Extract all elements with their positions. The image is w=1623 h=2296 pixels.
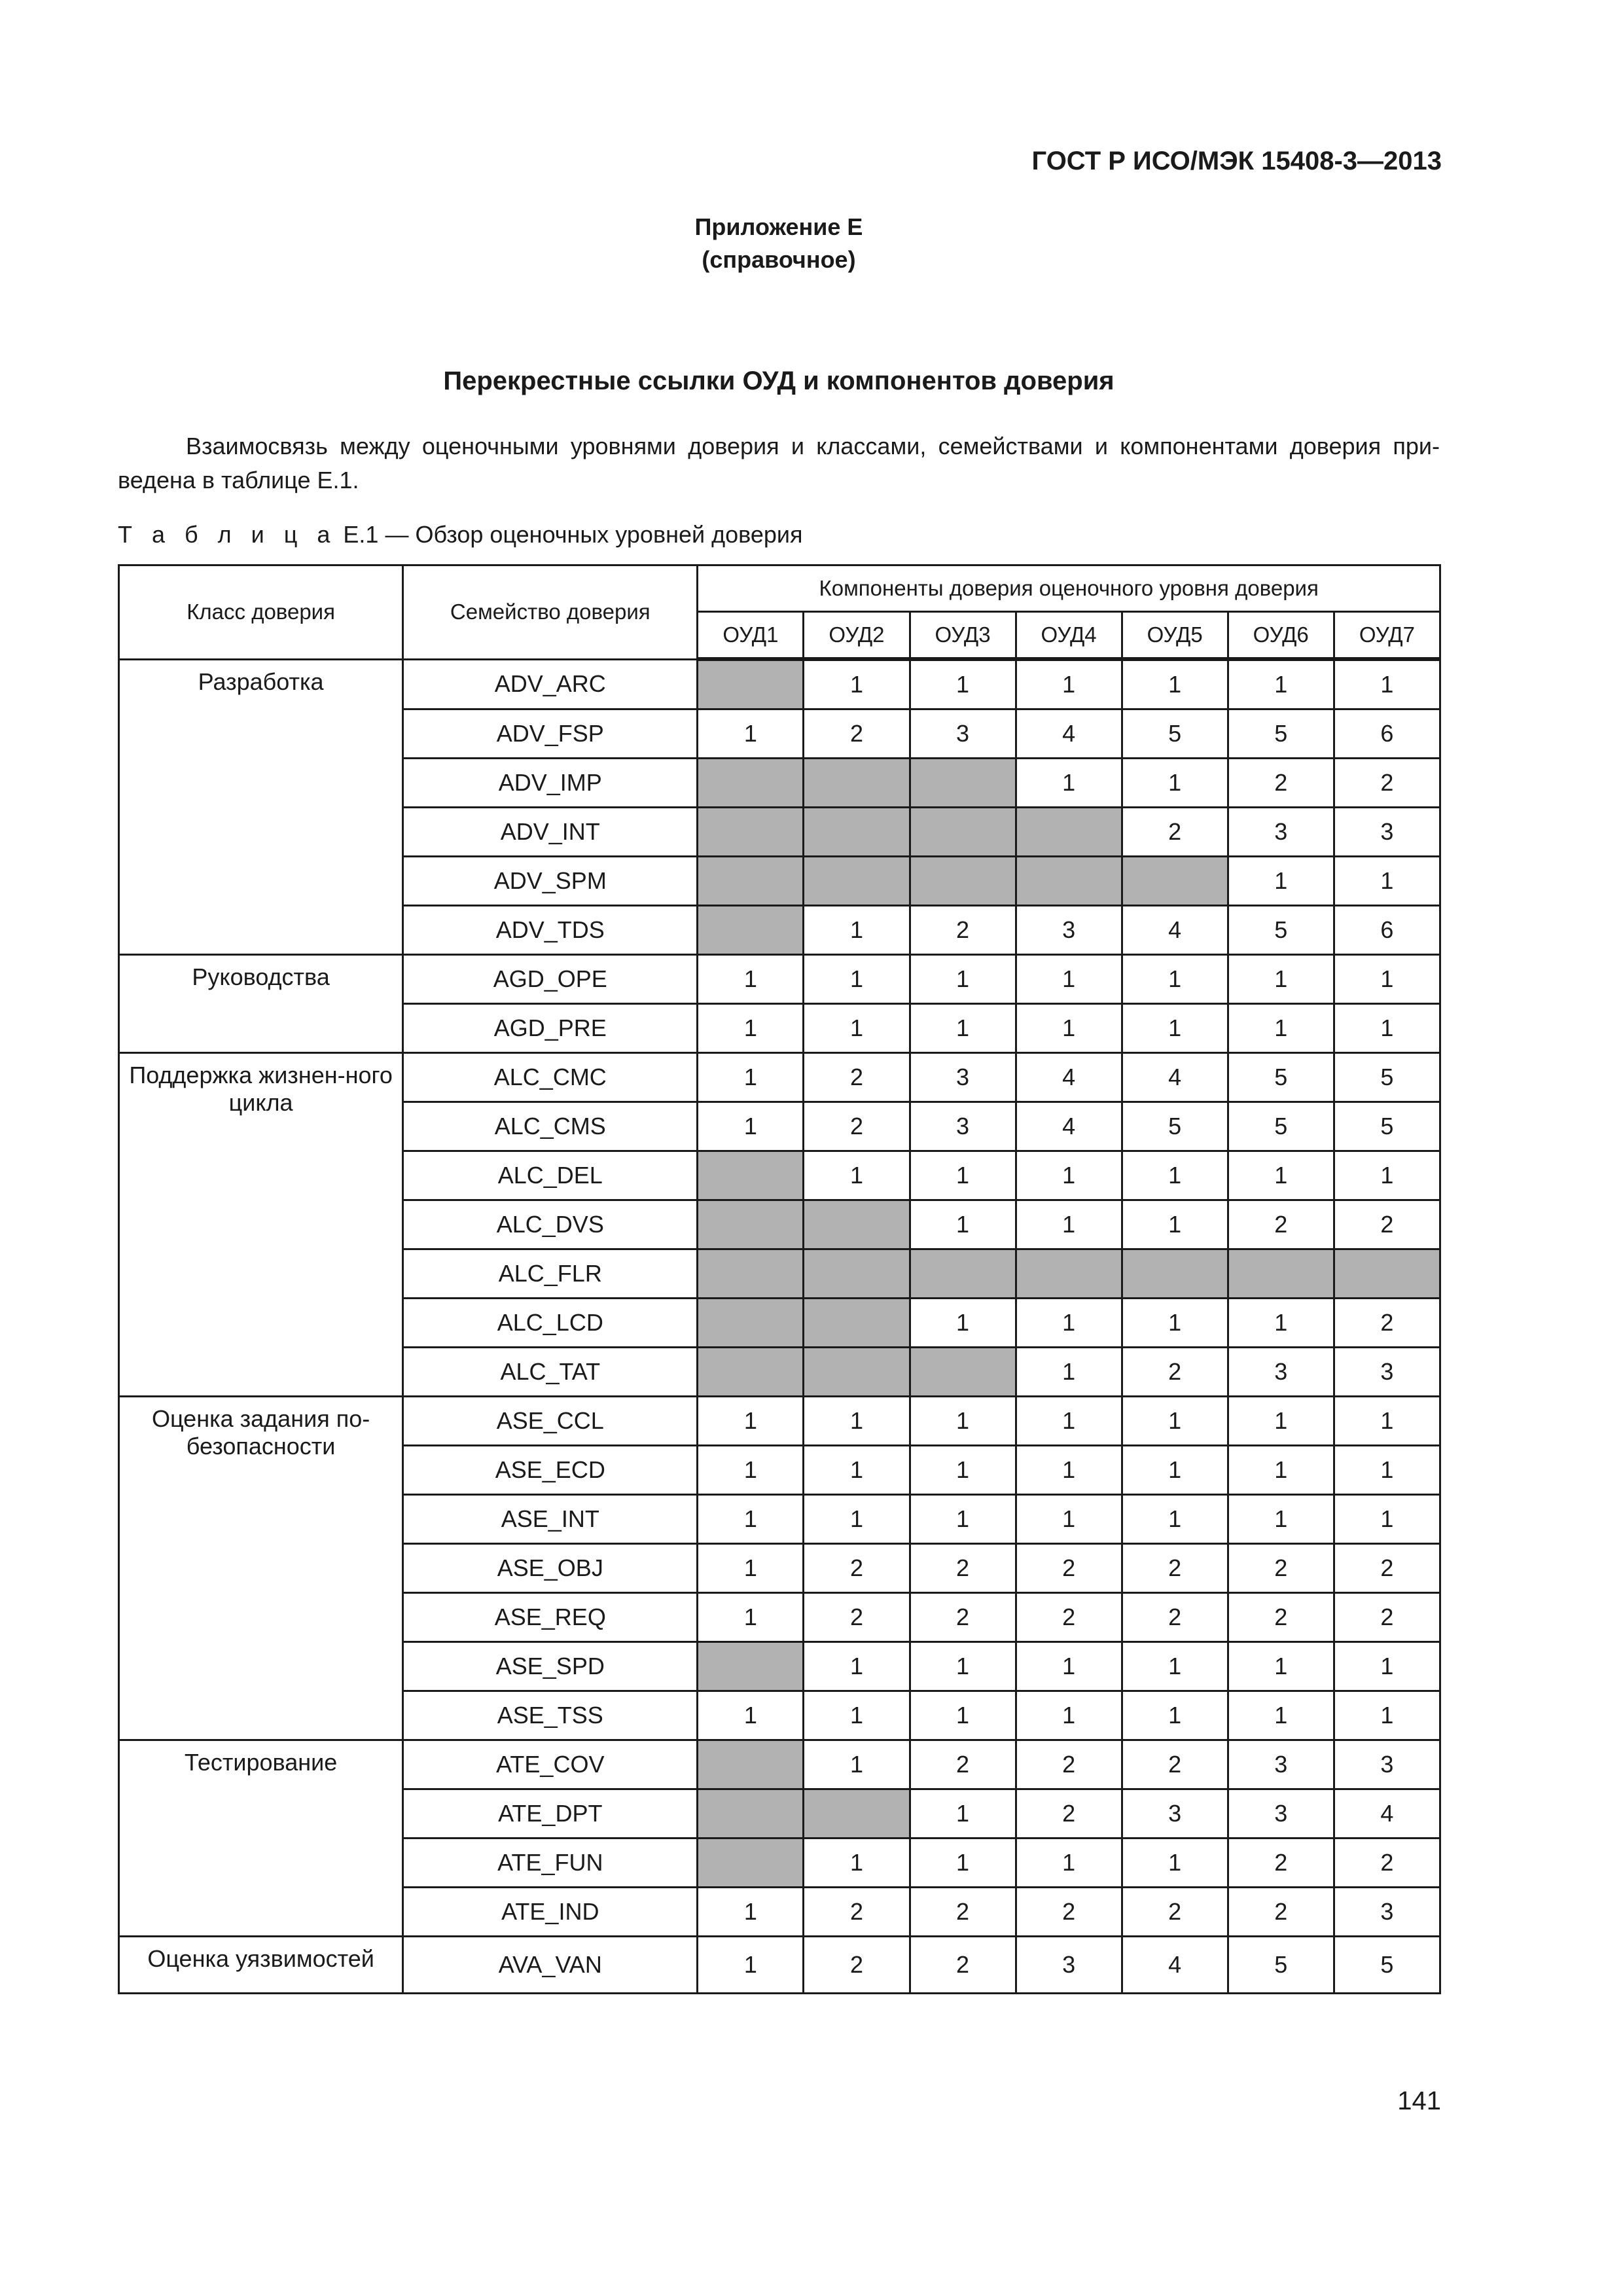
component-level-cell: 1 (804, 659, 910, 709)
component-level-cell: 1 (1122, 1397, 1228, 1446)
component-level-cell: 3 (1334, 1740, 1440, 1789)
not-applicable-cell (910, 857, 1016, 906)
component-level-cell: 1 (1122, 1200, 1228, 1249)
component-level-cell: 1 (1334, 1642, 1440, 1691)
column-header: ОУД1 (698, 612, 804, 660)
component-level-cell: 2 (804, 1937, 910, 1994)
component-level-cell: 1 (1122, 1495, 1228, 1544)
family-cell: ALC_DVS (403, 1200, 698, 1249)
not-applicable-cell (804, 857, 910, 906)
family-cell: ASE_REQ (403, 1593, 698, 1642)
column-header: ОУД3 (910, 612, 1016, 660)
not-applicable-cell (804, 1249, 910, 1299)
component-level-cell: 1 (804, 1397, 910, 1446)
component-level-cell: 1 (910, 1789, 1016, 1839)
family-cell: ASE_ECD (403, 1446, 698, 1495)
component-level-cell: 2 (804, 1102, 910, 1151)
component-level-cell: 1 (1016, 1004, 1122, 1053)
component-level-cell: 1 (910, 1642, 1016, 1691)
ead-table (118, 564, 1441, 1994)
component-level-cell: 2 (910, 906, 1016, 955)
family-cell: ALC_DEL (403, 1151, 698, 1200)
component-level-cell: 1 (1122, 1151, 1228, 1200)
component-level-cell: 1 (698, 709, 804, 759)
column-header: ОУД7 (1334, 612, 1440, 660)
family-cell: ATE_IND (403, 1888, 698, 1937)
component-level-cell: 2 (910, 1937, 1016, 1994)
component-level-cell: 2 (1122, 1740, 1228, 1789)
not-applicable-cell (698, 1740, 804, 1789)
table-row (119, 1397, 1440, 1446)
component-level-cell: 1 (1122, 659, 1228, 709)
class-cell: Разработка (119, 659, 403, 955)
component-level-cell: 1 (804, 1004, 910, 1053)
component-level-cell: 5 (1228, 1102, 1334, 1151)
not-applicable-cell (804, 1789, 910, 1839)
component-level-cell: 2 (1334, 1299, 1440, 1348)
family-cell: ASE_CCL (403, 1397, 698, 1446)
component-level-cell: 3 (1228, 1740, 1334, 1789)
class-cell: Оценка уязвимостей (119, 1937, 403, 1994)
component-level-cell: 4 (1016, 709, 1122, 759)
component-level-cell: 2 (1228, 759, 1334, 808)
component-level-cell: 1 (910, 1004, 1016, 1053)
component-level-cell: 1 (1228, 857, 1334, 906)
header-class: Класс доверия (119, 565, 403, 660)
component-level-cell: 1 (1016, 1151, 1122, 1200)
component-level-cell: 1 (698, 1446, 804, 1495)
component-level-cell: 1 (698, 1397, 804, 1446)
not-applicable-cell (698, 1249, 804, 1299)
component-level-cell: 2 (804, 1544, 910, 1593)
component-level-cell: 6 (1334, 709, 1440, 759)
intro-paragraph (118, 429, 1440, 497)
family-cell: AGD_OPE (403, 955, 698, 1004)
component-level-cell: 2 (1016, 1888, 1122, 1937)
component-level-cell: 1 (1334, 1446, 1440, 1495)
component-level-cell: 1 (1122, 1839, 1228, 1888)
family-cell: ALC_CMC (403, 1053, 698, 1102)
component-level-cell: 5 (1228, 1937, 1334, 1994)
class-cell: Поддержка жизнен-ного цикла (119, 1053, 403, 1397)
component-level-cell: 1 (1228, 955, 1334, 1004)
component-level-cell: 1 (1228, 1691, 1334, 1740)
component-level-cell: 5 (1334, 1053, 1440, 1102)
component-level-cell: 2 (1334, 759, 1440, 808)
not-applicable-cell (1016, 808, 1122, 857)
component-level-cell: 2 (1228, 1839, 1334, 1888)
component-level-cell: 3 (1016, 906, 1122, 955)
component-level-cell: 1 (1122, 955, 1228, 1004)
component-level-cell: 1 (1334, 1495, 1440, 1544)
component-level-cell: 2 (1122, 1593, 1228, 1642)
family-cell: ALC_LCD (403, 1299, 698, 1348)
table-row (119, 1740, 1440, 1789)
component-level-cell: 1 (1016, 1397, 1122, 1446)
column-header: ОУД5 (1122, 612, 1228, 660)
class-cell: Руководства (119, 955, 403, 1053)
component-level-cell: 1 (1122, 1691, 1228, 1740)
not-applicable-cell (698, 1348, 804, 1397)
component-level-cell: 2 (910, 1593, 1016, 1642)
component-level-cell: 2 (1122, 1888, 1228, 1937)
component-level-cell: 1 (910, 1691, 1016, 1740)
component-level-cell: 1 (1334, 1004, 1440, 1053)
appendix-heading (0, 211, 1558, 276)
component-level-cell: 1 (698, 1495, 804, 1544)
component-level-cell: 3 (1334, 1348, 1440, 1397)
appendix-subtitle: (справочное) (702, 246, 856, 273)
family-cell: ASE_OBJ (403, 1544, 698, 1593)
component-level-cell: 1 (1122, 759, 1228, 808)
component-level-cell: 1 (804, 1691, 910, 1740)
component-level-cell: 1 (1334, 1151, 1440, 1200)
component-level-cell: 5 (1228, 709, 1334, 759)
component-level-cell: 1 (804, 955, 910, 1004)
component-level-cell: 1 (804, 1446, 910, 1495)
table-caption (118, 521, 802, 548)
component-level-cell: 1 (1334, 955, 1440, 1004)
not-applicable-cell (910, 808, 1016, 857)
family-cell: AVA_VAN (403, 1937, 698, 1994)
family-cell: AGD_PRE (403, 1004, 698, 1053)
component-level-cell: 1 (698, 1102, 804, 1151)
component-level-cell: 4 (1122, 1053, 1228, 1102)
component-level-cell: 1 (910, 659, 1016, 709)
component-level-cell: 2 (804, 709, 910, 759)
not-applicable-cell (1016, 857, 1122, 906)
component-level-cell: 1 (698, 1544, 804, 1593)
component-level-cell: 2 (804, 1053, 910, 1102)
component-level-cell: 1 (910, 1200, 1016, 1249)
table-caption-label: Т а б л и ц а (118, 521, 337, 548)
column-header: ОУД4 (1016, 612, 1122, 660)
component-level-cell: 1 (1016, 659, 1122, 709)
not-applicable-cell (698, 1151, 804, 1200)
component-level-cell: 2 (910, 1888, 1016, 1937)
component-level-cell: 1 (1016, 1348, 1122, 1397)
table-row (119, 955, 1440, 1004)
not-applicable-cell (1228, 1249, 1334, 1299)
component-level-cell: 4 (1122, 906, 1228, 955)
component-level-cell: 3 (1334, 808, 1440, 857)
component-level-cell: 3 (1228, 1789, 1334, 1839)
not-applicable-cell (804, 808, 910, 857)
component-level-cell: 1 (1228, 1397, 1334, 1446)
component-level-cell: 1 (1228, 1299, 1334, 1348)
component-level-cell: 5 (1122, 709, 1228, 759)
component-level-cell: 3 (910, 709, 1016, 759)
component-level-cell: 1 (1122, 1004, 1228, 1053)
component-level-cell: 1 (1016, 955, 1122, 1004)
page-number: 141 (1397, 2087, 1441, 2115)
component-level-cell: 1 (804, 906, 910, 955)
component-level-cell: 1 (804, 1839, 910, 1888)
component-level-cell: 1 (1228, 1151, 1334, 1200)
not-applicable-cell (1334, 1249, 1440, 1299)
component-level-cell: 2 (1016, 1593, 1122, 1642)
component-level-cell: 5 (1334, 1102, 1440, 1151)
component-level-cell: 1 (1016, 1446, 1122, 1495)
component-level-cell: 5 (1334, 1937, 1440, 1994)
not-applicable-cell (804, 759, 910, 808)
family-cell: ALC_CMS (403, 1102, 698, 1151)
component-level-cell: 1 (1016, 1642, 1122, 1691)
component-level-cell: 1 (1016, 1495, 1122, 1544)
component-level-cell: 3 (1122, 1789, 1228, 1839)
not-applicable-cell (1122, 857, 1228, 906)
section-title: Перекрестные ссылки ОУД и компонентов доверия (443, 367, 1115, 395)
component-level-cell: 1 (1228, 1642, 1334, 1691)
component-level-cell: 1 (1122, 1446, 1228, 1495)
table-caption-text: E.1 — Обзор оценочных уровней доверия (336, 521, 803, 548)
component-level-cell: 2 (1016, 1789, 1122, 1839)
appendix-title: Приложение E (694, 213, 863, 240)
not-applicable-cell (698, 759, 804, 808)
class-cell: Оценка задания по-безопасности (119, 1397, 403, 1740)
component-level-cell: 1 (804, 1495, 910, 1544)
component-level-cell: 3 (910, 1102, 1016, 1151)
not-applicable-cell (1122, 1249, 1228, 1299)
component-level-cell: 1 (1016, 1299, 1122, 1348)
table-row (119, 659, 1440, 709)
family-cell: ALC_TAT (403, 1348, 698, 1397)
component-level-cell: 3 (1334, 1888, 1440, 1937)
header-components: Компоненты доверия оценочного уровня доверия (698, 565, 1440, 612)
not-applicable-cell (698, 1789, 804, 1839)
component-level-cell: 1 (910, 955, 1016, 1004)
not-applicable-cell (910, 759, 1016, 808)
component-level-cell: 1 (698, 1593, 804, 1642)
component-level-cell: 1 (1228, 1004, 1334, 1053)
component-level-cell: 1 (910, 1839, 1016, 1888)
component-level-cell: 1 (698, 1937, 804, 1994)
component-level-cell: 2 (1334, 1544, 1440, 1593)
component-level-cell: 2 (1122, 1348, 1228, 1397)
not-applicable-cell (698, 906, 804, 955)
component-level-cell: 1 (1228, 659, 1334, 709)
not-applicable-cell (698, 1299, 804, 1348)
component-level-cell: 1 (804, 1740, 910, 1789)
family-cell: ADV_IMP (403, 759, 698, 808)
component-level-cell: 1 (698, 1888, 804, 1937)
not-applicable-cell (910, 1348, 1016, 1397)
component-level-cell: 3 (1016, 1937, 1122, 1994)
family-cell: ADV_ARC (403, 659, 698, 709)
component-level-cell: 1 (910, 1397, 1016, 1446)
column-header: ОУД6 (1228, 612, 1334, 660)
component-level-cell: 1 (698, 1691, 804, 1740)
component-level-cell: 1 (1228, 1446, 1334, 1495)
component-level-cell: 1 (1334, 1397, 1440, 1446)
not-applicable-cell (698, 1839, 804, 1888)
component-level-cell: 1 (698, 1053, 804, 1102)
component-level-cell: 2 (1228, 1593, 1334, 1642)
family-cell: ADV_INT (403, 808, 698, 857)
component-level-cell: 2 (1228, 1200, 1334, 1249)
header-family: Семейство доверия (403, 565, 698, 660)
not-applicable-cell (698, 857, 804, 906)
component-level-cell: 2 (1122, 808, 1228, 857)
component-level-cell: 1 (910, 1495, 1016, 1544)
component-level-cell: 2 (1228, 1544, 1334, 1593)
family-cell: ALC_FLR (403, 1249, 698, 1299)
not-applicable-cell (698, 1200, 804, 1249)
component-level-cell: 5 (1228, 1053, 1334, 1102)
component-level-cell: 2 (804, 1888, 910, 1937)
component-level-cell: 1 (910, 1446, 1016, 1495)
component-level-cell: 2 (1016, 1740, 1122, 1789)
intro-text: Взаимосвязь между оценочными уровнями доверия и классами, семействами и компонентами доверия при-ведена в таблице E.1. (118, 433, 1440, 493)
component-level-cell: 2 (910, 1544, 1016, 1593)
not-applicable-cell (1016, 1249, 1122, 1299)
component-level-cell: 3 (910, 1053, 1016, 1102)
component-level-cell: 1 (1016, 1200, 1122, 1249)
family-cell: ATE_COV (403, 1740, 698, 1789)
component-level-cell: 1 (804, 1151, 910, 1200)
component-level-cell: 4 (1016, 1053, 1122, 1102)
component-level-cell: 5 (1228, 906, 1334, 955)
family-cell: ADV_SPM (403, 857, 698, 906)
component-level-cell: 1 (1016, 759, 1122, 808)
not-applicable-cell (910, 1249, 1016, 1299)
component-level-cell: 1 (1334, 1691, 1440, 1740)
component-level-cell: 1 (1016, 1691, 1122, 1740)
component-level-cell: 2 (1334, 1593, 1440, 1642)
component-level-cell: 1 (1334, 659, 1440, 709)
table-row (119, 1937, 1440, 1994)
component-level-cell: 5 (1122, 1102, 1228, 1151)
not-applicable-cell (804, 1299, 910, 1348)
column-header: ОУД2 (804, 612, 910, 660)
family-cell: ASE_INT (403, 1495, 698, 1544)
table-row (119, 1053, 1440, 1102)
component-level-cell: 2 (1334, 1839, 1440, 1888)
component-level-cell: 3 (1228, 808, 1334, 857)
not-applicable-cell (804, 1348, 910, 1397)
family-cell: ATE_DPT (403, 1789, 698, 1839)
not-applicable-cell (698, 659, 804, 709)
component-level-cell: 1 (804, 1642, 910, 1691)
component-level-cell: 4 (1334, 1789, 1440, 1839)
component-level-cell: 6 (1334, 906, 1440, 955)
component-level-cell: 1 (910, 1299, 1016, 1348)
component-level-cell: 3 (1228, 1348, 1334, 1397)
family-cell: ADV_TDS (403, 906, 698, 955)
component-level-cell: 1 (1122, 1642, 1228, 1691)
component-level-cell: 1 (910, 1151, 1016, 1200)
component-level-cell: 1 (698, 955, 804, 1004)
not-applicable-cell (804, 1200, 910, 1249)
component-level-cell: 2 (1228, 1888, 1334, 1937)
family-cell: ASE_TSS (403, 1691, 698, 1740)
component-level-cell: 4 (1122, 1937, 1228, 1994)
family-cell: ASE_SPD (403, 1642, 698, 1691)
component-level-cell: 1 (1016, 1839, 1122, 1888)
document-code: ГОСТ Р ИСО/МЭК 15408-3—2013 (1031, 147, 1442, 175)
family-cell: ADV_FSP (403, 709, 698, 759)
component-level-cell: 1 (1122, 1299, 1228, 1348)
component-level-cell: 1 (1334, 857, 1440, 906)
component-level-cell: 2 (1334, 1200, 1440, 1249)
component-level-cell: 2 (804, 1593, 910, 1642)
component-level-cell: 1 (698, 1004, 804, 1053)
component-level-cell: 2 (910, 1740, 1016, 1789)
class-cell: Тестирование (119, 1740, 403, 1937)
component-level-cell: 2 (1122, 1544, 1228, 1593)
family-cell: ATE_FUN (403, 1839, 698, 1888)
not-applicable-cell (698, 1642, 804, 1691)
component-level-cell: 4 (1016, 1102, 1122, 1151)
component-level-cell: 1 (1228, 1495, 1334, 1544)
component-level-cell: 2 (1016, 1544, 1122, 1593)
not-applicable-cell (698, 808, 804, 857)
